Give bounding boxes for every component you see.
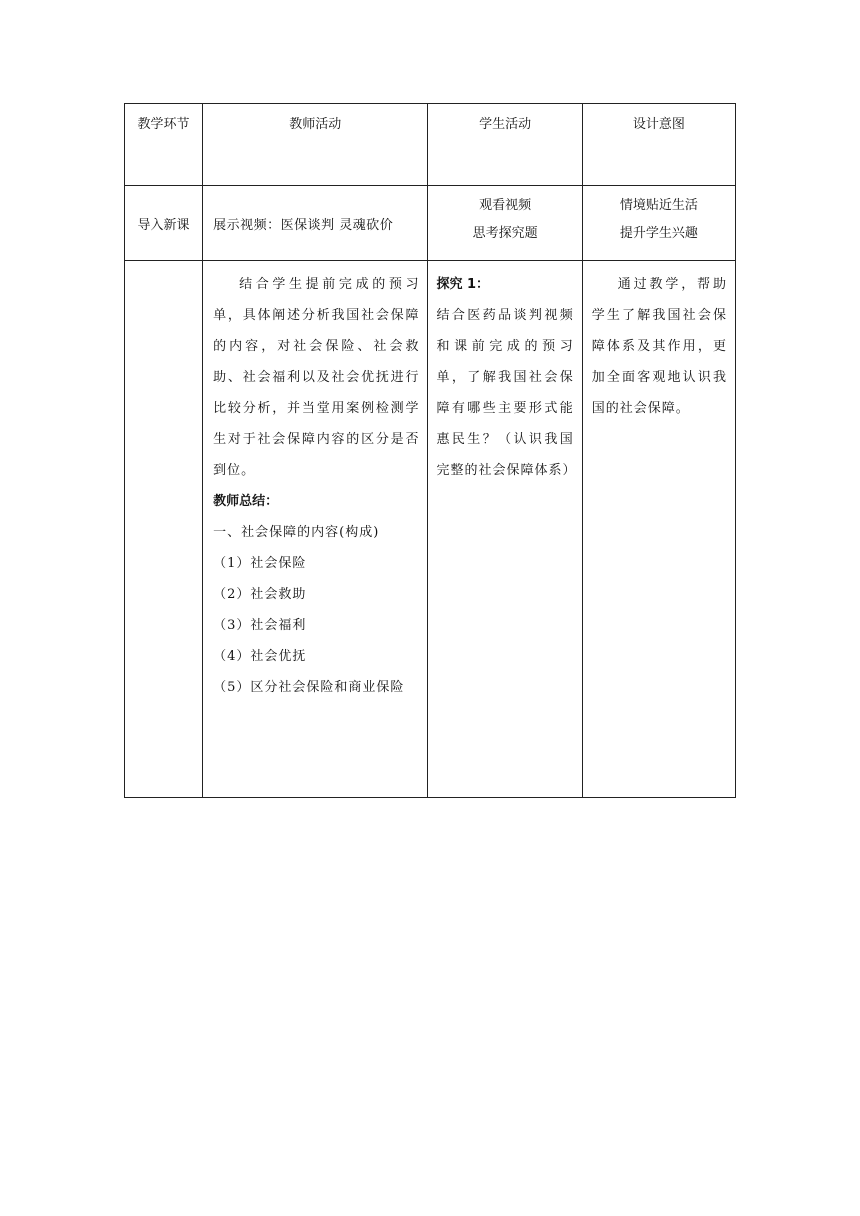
intro-design-line-1: 情境贴近生活 <box>619 198 698 213</box>
intro-student-cell <box>428 186 582 261</box>
design-intent-text: 通过教学，帮助学生了解我国社会保障体系及其作用，更加全面客观地认识我国的社会保障。 <box>591 277 727 416</box>
intro-row <box>125 186 736 261</box>
teacher-item: （5）区分社会保险和商业保险 <box>213 680 405 695</box>
teacher-summary-heading: 一、社会保障的内容(构成) <box>213 525 380 540</box>
intro-student-line-1: 观看视频 <box>479 198 532 213</box>
student-inquiry-text: 结合医药品谈判视频和课前完成的预习单，了解我国社会保障有哪些主要形式能惠民生？（认识我国完整的社会保障体系） <box>436 308 577 478</box>
header-student-activity: 学生活动 <box>428 104 582 186</box>
intro-design-cell <box>582 186 735 261</box>
header-teacher-activity: 教师活动 <box>203 104 428 186</box>
teacher-summary-title: 教师总结： <box>213 494 279 509</box>
main-row <box>125 261 736 798</box>
lesson-plan-table <box>124 103 736 798</box>
teacher-item: （2）社会救助 <box>213 587 307 602</box>
header-design-intent: 设计意图 <box>582 104 735 186</box>
teacher-paragraph: 结合学生提前完成的预习单，具体阐述分析我国社会保障的内容，对社会保险、社会救助、社会福利以及社会优抚进行比较分析，并当堂用案例检测学生对于社会保障内容的区分是否到位。 <box>213 277 420 478</box>
teacher-item: （1）社会保险 <box>213 556 307 571</box>
main-stage-cell <box>125 261 203 798</box>
intro-student-line-2: 思考探究题 <box>472 226 538 241</box>
intro-stage-cell: 导入新课 <box>125 186 203 261</box>
teacher-item: （3）社会福利 <box>213 618 307 633</box>
header-row <box>125 104 736 186</box>
main-teacher-cell <box>203 261 428 798</box>
main-student-cell <box>428 261 582 798</box>
intro-teacher-cell: 展示视频：医保谈判 灵魂砍价 <box>203 186 428 261</box>
header-stage: 教学环节 <box>125 104 203 186</box>
intro-design-line-2: 提升学生兴趣 <box>619 226 698 241</box>
main-design-cell <box>582 261 735 798</box>
teacher-item: （4）社会优抚 <box>213 649 307 664</box>
student-inquiry-title: 探究 1： <box>436 277 490 292</box>
